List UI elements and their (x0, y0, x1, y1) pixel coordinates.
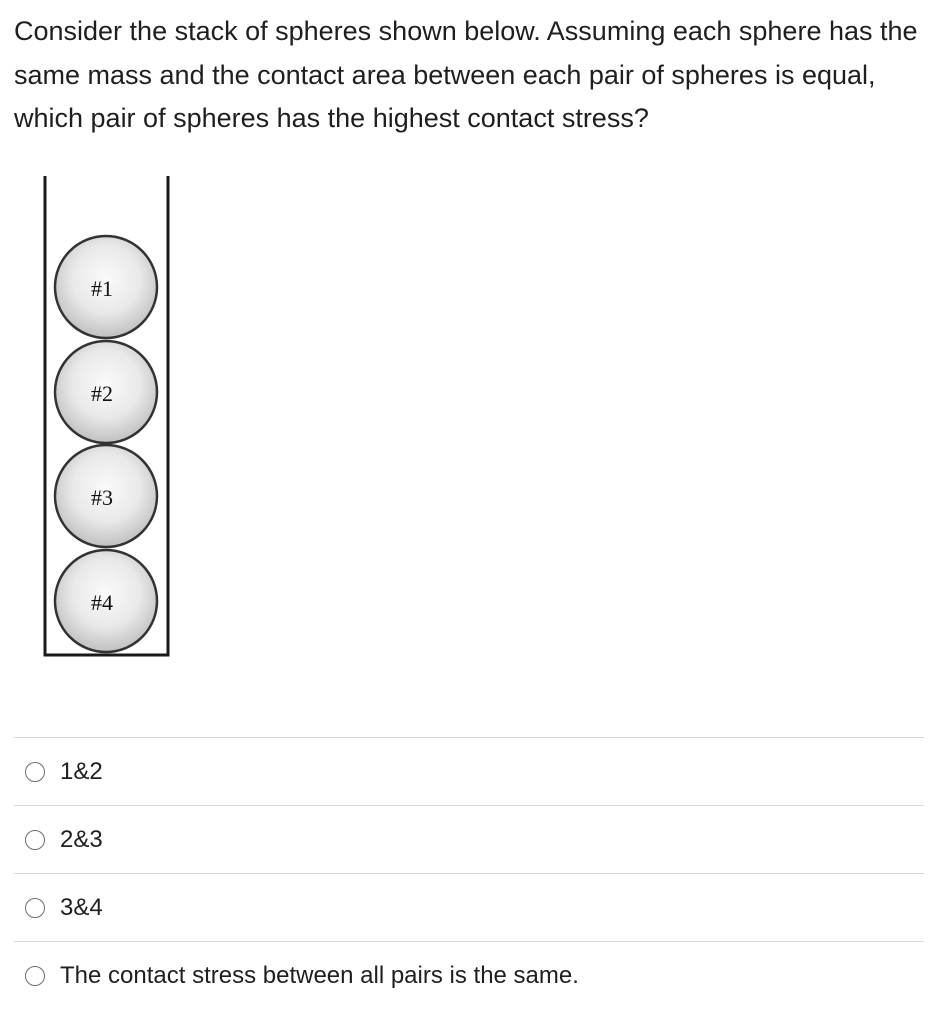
option-label: 3&4 (60, 893, 103, 921)
radio-button-icon[interactable] (25, 762, 45, 782)
sphere-3 (55, 445, 157, 547)
sphere-4 (55, 550, 157, 652)
sphere-label: #1 (91, 276, 113, 301)
answer-option-4[interactable] (14, 941, 924, 1009)
radio-button-icon[interactable] (25, 830, 45, 850)
sphere-stack-figure (0, 160, 200, 680)
sphere-stack-diagram (0, 160, 200, 680)
option-label: 1&2 (60, 757, 103, 785)
answer-options (14, 737, 924, 1009)
answer-option-3[interactable] (14, 873, 924, 941)
answer-option-2[interactable] (14, 805, 924, 873)
sphere-label: #2 (91, 381, 113, 406)
question-text: Consider the stack of spheres shown below. Assuming each sphere has the same mass and the contact area between each pair of spheres is equal, which pair of spheres has the highest contact stress? (14, 16, 918, 133)
option-label: 2&3 (60, 825, 103, 853)
sphere-label: #3 (91, 485, 113, 510)
answer-option-1[interactable] (14, 737, 924, 805)
sphere-2 (55, 341, 157, 443)
radio-button-icon[interactable] (25, 898, 45, 918)
sphere-1 (55, 236, 157, 338)
radio-button-icon[interactable] (25, 966, 45, 986)
sphere-label: #4 (91, 590, 113, 615)
option-label: The contact stress between all pairs is the same. (60, 961, 579, 989)
